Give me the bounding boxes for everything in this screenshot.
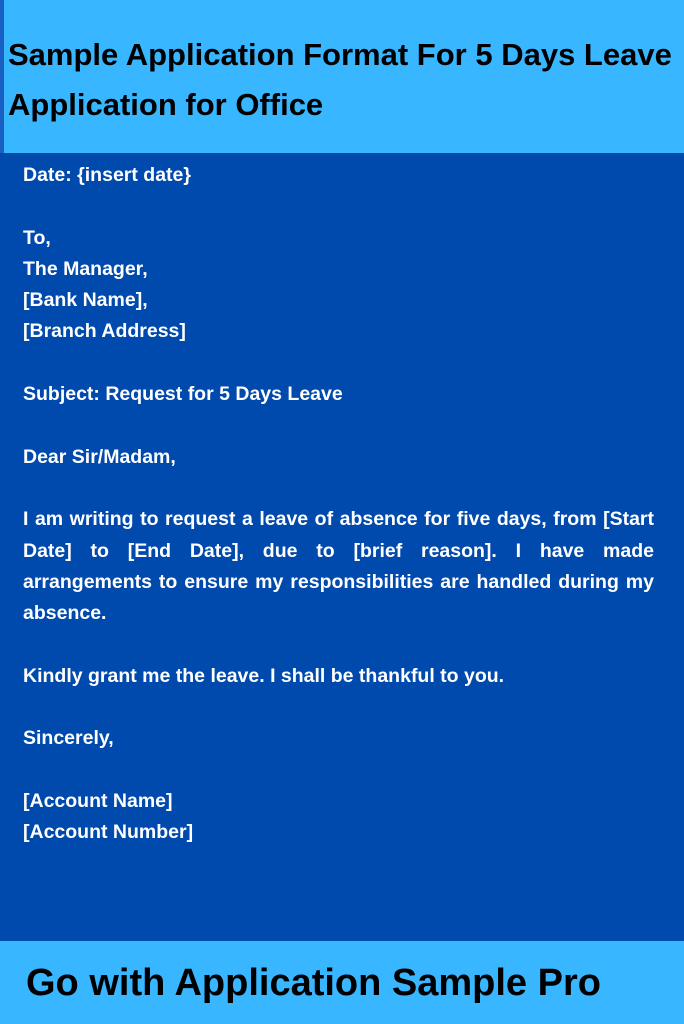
subject-line: Subject: Request for 5 Days Leave [23, 383, 343, 406]
letter-panel [0, 153, 684, 941]
closing-line: Sincerely, [23, 727, 114, 750]
account-name-line: [Account Name] [23, 789, 173, 812]
spacer [23, 348, 654, 379]
closing-request-paragraph: Kindly grant me the leave. I shall be thankful to you. [23, 664, 505, 687]
spacer [23, 473, 654, 504]
page-title: Sample Application Format For 5 Days Leave Application for Office [8, 37, 672, 122]
spacer [23, 191, 654, 222]
footer-banner [0, 941, 684, 1024]
spacer [23, 692, 654, 723]
spacer [23, 629, 654, 660]
letter-body [23, 160, 654, 849]
date-line: Date: {insert date} [23, 164, 191, 186]
salutation-line: Dear Sir/Madam, [23, 445, 176, 468]
account-number-line: [Account Number] [23, 821, 194, 844]
spacer [23, 755, 654, 786]
to-line: To, [23, 226, 51, 249]
recipient-line: The Manager, [23, 257, 148, 280]
header-banner [0, 0, 684, 153]
footer-tagline: Go with Application Sample Pro [26, 962, 601, 1004]
branch-address-line: [Branch Address] [23, 320, 186, 343]
request-paragraph: I am writing to request a leave of absence for five days, from [Start Date] to [End Date], due to [brief reason]. I have made arrangements to ensure my responsibilities are handled during my absence. [23, 508, 654, 625]
spacer [23, 410, 654, 441]
bank-name-line: [Bank Name], [23, 289, 148, 312]
